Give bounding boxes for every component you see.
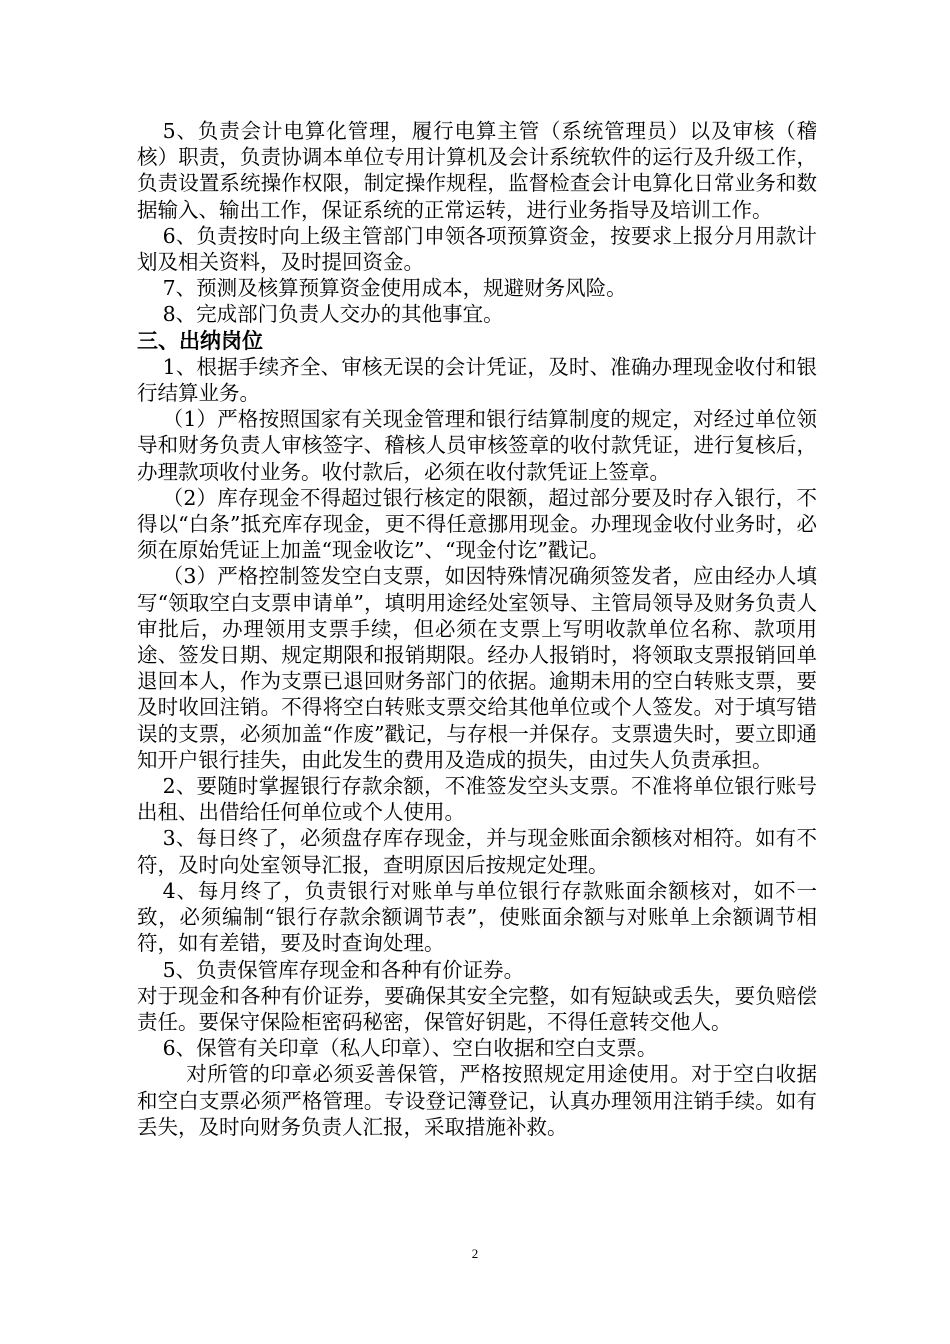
paragraph-cashier-1-sub3: （3）严格控制签发空白支票，如因特殊情况确须签发者，应由经办人填写“领取空白支票申请单”，填明用途经处室领导、主管局领导及财务负责人审批后，办理领用支票手续，但必须在支票上写明收款单位名称、款项用途、签发日期、规定期限和报销期限。经办人报销时，将领取支票报销回单退回本人，作为支票已退回财务部门的依据。逾期未用的空白转账支票，要及时收回注销。不得将空白转账支票交给其他单位或个人签发。对于填写错误的支票，必须加盖“作废”戳记，与存根一并保存。支票遗失时，要立即通知开户银行挂失，由此发生的费用及造成的损失，由过失人负责承担。: [137, 564, 817, 772]
paragraph-cashier-1-sub1: （1）严格按照国家有关现金管理和银行结算制度的规定，对经过单位领导和财务负责人审核签字、稽核人员审核签章的收付款凭证，进行复核后，办理款项收付业务。收付款后，必须在收付款凭证上签章。: [137, 407, 817, 484]
paragraph-item-5: 5、负责会计电算化管理，履行电算主管（系统管理员）以及审核（稽核）职责，负责协调本单位专用计算机及会计系统软件的运行及升级工作，负责设置系统操作权限，制定操作规程，监督检查会计电算化日常业务和数据输入、输出工作，保证系统的正常运转，进行业务指导及培训工作。: [137, 119, 817, 222]
paragraph-cashier-5-detail: 对于现金和各种有价证券，要确保其安全完整，如有短缺或丢失，要负赔偿责任。要保守保险柜密码秘密，保管好钥匙，不得任意转交他人。: [137, 983, 817, 1034]
paragraph-item-6: 6、负责按时向上级主管部门申领各项预算资金，按要求上报分月用款计划及相关资料，及时提回资金。: [137, 223, 817, 275]
document-body: [137, 118, 817, 1140]
paragraph-cashier-1-sub2: （2）库存现金不得超过银行核定的限额，超过部分要及时存入银行，不得以“白条”抵充库存现金，更不得任意挪用现金。办理现金收付业务时，必须在原始凭证上加盖“现金收讫”、“现金付讫”戳记。: [137, 485, 817, 563]
paragraph-cashier-5: 5、负责保管库存现金和各种有价证券。: [162, 957, 525, 982]
paragraph-cashier-6: 6、保管有关印章（私人印章）、空白收据和空白支票。: [162, 1036, 658, 1061]
paragraph-item-8: 8、完成部门负责人交办的其他事宜。: [162, 302, 504, 327]
paragraph-cashier-4: 4、每月终了，负责银行对账单与单位银行存款账面余额核对，如不一致，必须编制“银行存款余额调节表”，使账面余额与对账单上余额调节相符，如有差错，要及时查询处理。: [137, 878, 817, 956]
paragraph-item-7: 7、预测及核算预算资金使用成本，规避财务风险。: [162, 276, 627, 301]
paragraph-cashier-2: 2、要随时掌握银行存款余额，不准签发空头支票。不准将单位银行账号出租、出借给任何单位或个人使用。: [137, 774, 817, 825]
page-number: 2: [471, 1246, 479, 1261]
paragraph-cashier-3: 3、每日终了，必须盘存库存现金，并与现金账面余额核对相符。如有不符，及时向处室领导汇报，查明原因后按规定处理。: [137, 826, 817, 877]
paragraph-cashier-1: 1、根据手续齐全、审核无误的会计凭证，及时、准确办理现金收付和银行结算业务。: [137, 354, 817, 406]
paragraph-cashier-6-detail: 对所管的印章必须妥善保管，严格按照规定用途使用。对于空白收据和空白支票必须严格管理。专设登记簿登记，认真办理领用注销手续。如有丢失，及时向财务负责人汇报，采取措施补救。: [137, 1062, 817, 1139]
section-heading-cashier: 三、出纳岗位: [137, 327, 263, 353]
